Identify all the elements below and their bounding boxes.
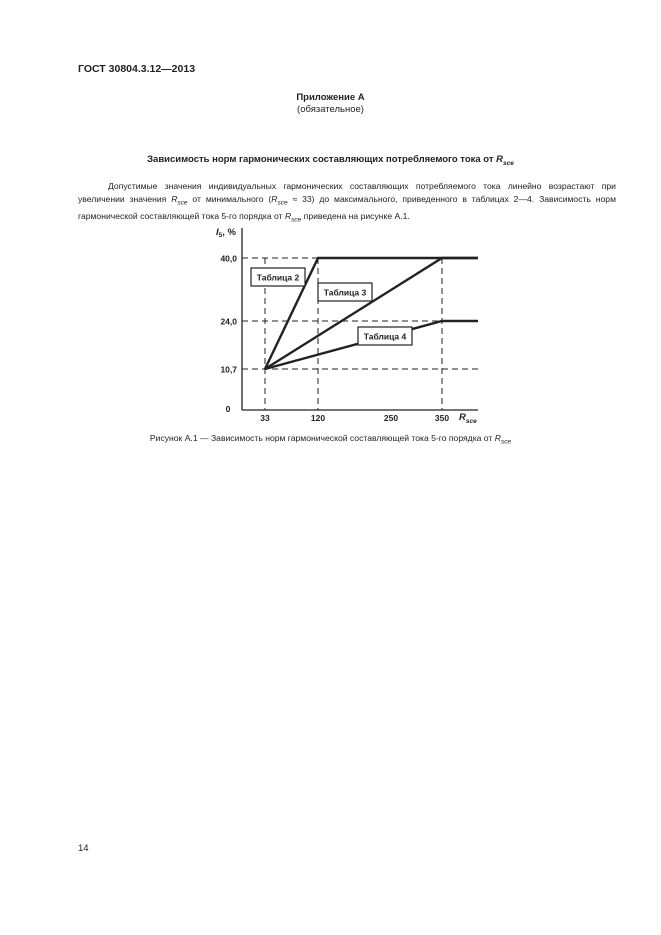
x-tick-label: 120 <box>310 413 326 423</box>
x-axis-label: $R_{sce}$ <box>459 412 477 425</box>
appendix-note: (обязательное) <box>297 104 364 115</box>
para-sub-1: sce <box>177 199 188 207</box>
para-part2: от минимального ( <box>187 194 272 204</box>
para-sub-3: sce <box>291 216 302 224</box>
para-sub-2: sce <box>277 199 288 207</box>
para-var-3: R <box>284 210 292 221</box>
section-title-text: Зависимость норм гармонических составляющих потребляемого тока от <box>147 154 497 165</box>
caption-var: R <box>494 433 501 443</box>
x-tick-label: 350 <box>434 413 450 423</box>
para-part4: приведена на рисунке А.1. <box>301 210 410 221</box>
para-var-1: R <box>171 194 178 204</box>
section-title-sub: sce <box>503 159 514 167</box>
y-tick-label: 40,0 <box>220 253 237 264</box>
x-tick-label: 0 <box>225 404 231 414</box>
series-label-3: Таблица 3 <box>323 287 367 298</box>
page-number: 14 <box>78 843 89 854</box>
series-label-2: Таблица 2 <box>256 272 300 283</box>
appendix-title: Приложение А <box>296 92 365 103</box>
document-standard-header: ГОСТ 30804.3.12—2013 <box>78 63 196 75</box>
section-title-var: R <box>496 154 504 165</box>
para-var-2: R <box>271 194 278 204</box>
para-part1: Допустимые значения индивидуальных гармонических составляющих потребляемого тока линейно возрастают при увеличении значения <box>78 181 616 204</box>
x-tick-label: 33 <box>260 413 270 423</box>
caption-text: Рисунок А.1 — Зависимость норм гармонической составляющей тока 5-го порядка от <box>149 433 495 443</box>
figure-caption <box>0 433 661 446</box>
y-tick-label: 24,0 <box>220 316 237 327</box>
y-tick-label: 10,7 <box>220 364 237 375</box>
caption-sub: sce <box>500 438 512 446</box>
y-axis-label: $I_5$, % <box>216 227 236 239</box>
para-part3: ≈ 33) до максимального, приведенного в таблицах 2—4. Зависимость норм гармонической составляющей тока 5-го порядка от <box>78 194 616 221</box>
x-tick-label: 250 <box>383 413 399 423</box>
series-label-4: Таблица 4 <box>363 331 407 342</box>
